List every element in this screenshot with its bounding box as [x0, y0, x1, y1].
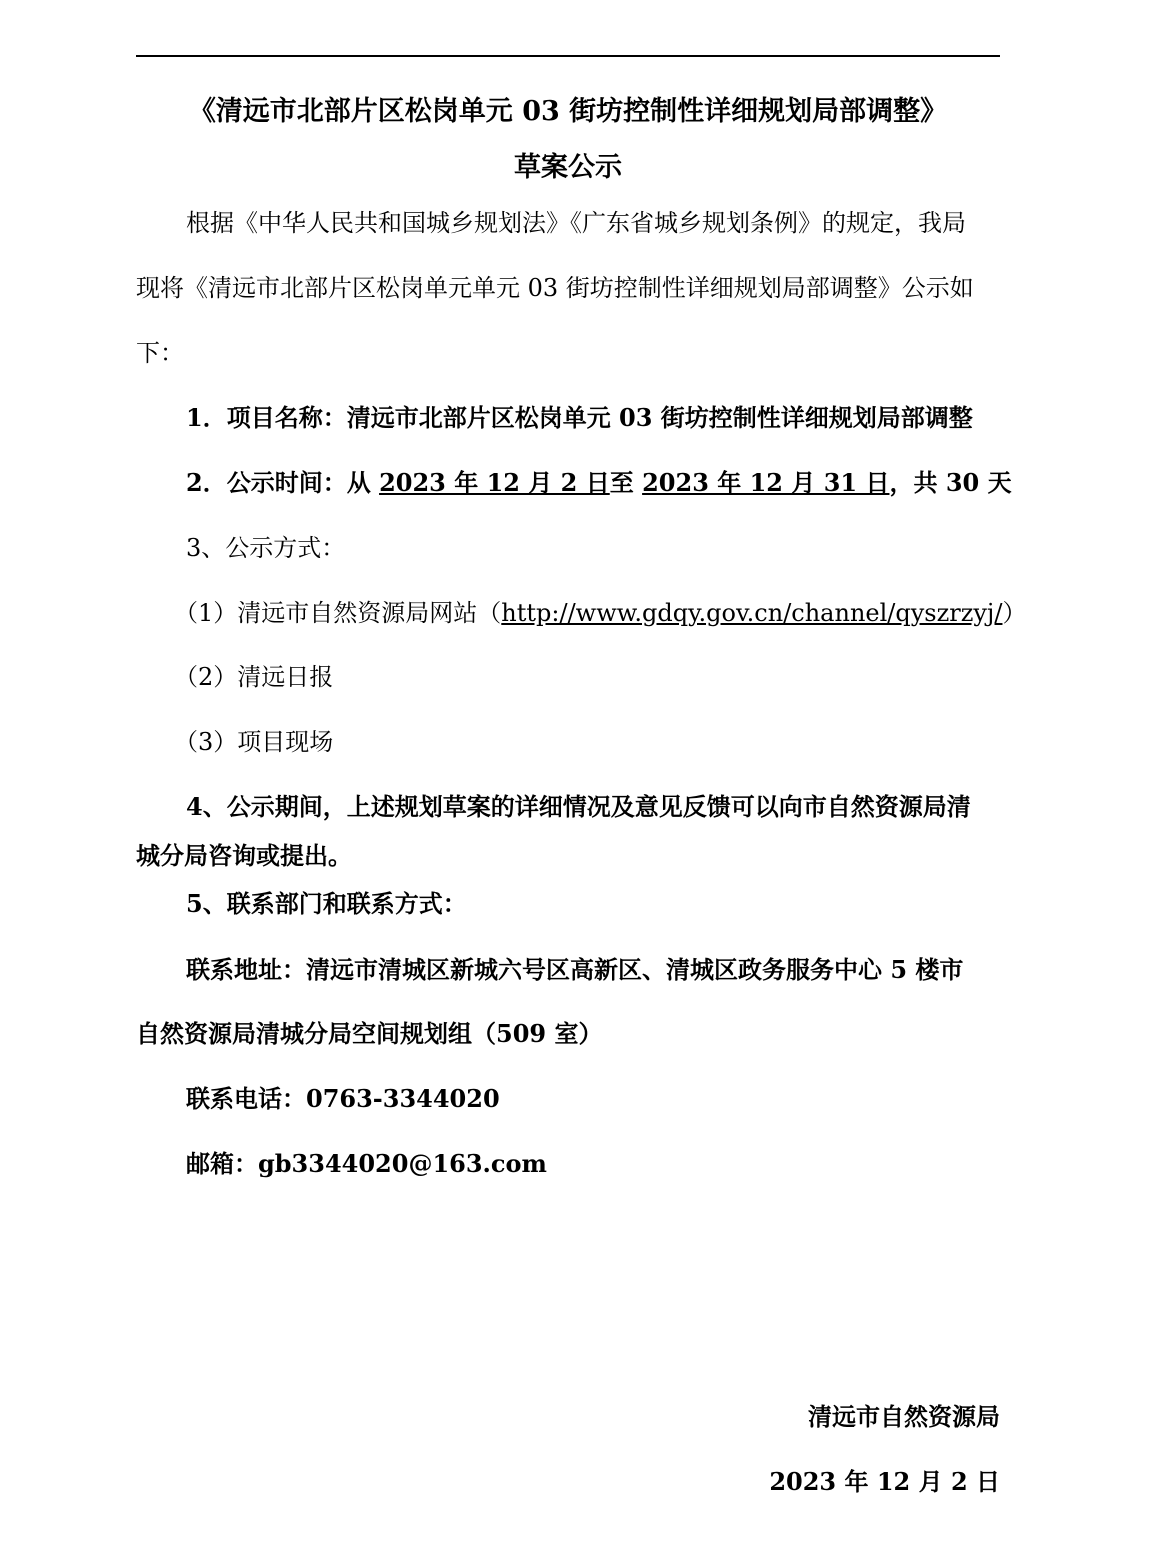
item-contact-heading: 5、联系部门和联系方式： — [186, 889, 467, 918]
item-feedback-line-2: 城分局咨询或提出。 — [136, 841, 352, 870]
signature-date: 2023 年 12 月 2 日 — [769, 1467, 1000, 1496]
intro-line-1: 根据《中华人民共和国城乡规划法》《广东省城乡规划条例》的规定，我局 — [186, 209, 966, 237]
website-link[interactable]: http://www.gdqy.gov.cn/channel/qyszrzyj/ — [501, 599, 1003, 627]
contact-phone: 联系电话：0763-3344020 — [186, 1084, 500, 1113]
publicity-time-to: 至 — [609, 468, 643, 497]
publicity-end-date: 2023 年 12 月 31 日 — [642, 468, 890, 497]
signature-org: 清远市自然资源局 — [808, 1402, 1000, 1431]
method-newspaper: （2）清远日报 — [174, 663, 334, 691]
title-line-1: 《清远市北部片区松岗单元 03 街坊控制性详细规划局部调整》 — [188, 96, 948, 127]
item-project-name: 1．项目名称：清远市北部片区松岗单元 03 街坊控制性详细规划局部调整 — [186, 403, 973, 432]
publicity-time-prefix: 2．公示时间：从 — [186, 468, 380, 497]
item-publicity-method-heading: 3、公示方式： — [186, 534, 346, 562]
method-website-suffix: ） — [1002, 599, 1027, 627]
item-feedback-line-1: 4、公示期间，上述规划草案的详细情况及意见反馈可以向市自然资源局清 — [186, 792, 971, 821]
method-website — [136, 598, 1027, 628]
method-site: （3）项目现场 — [174, 728, 334, 756]
intro-line-2: 现将《清远市北部片区松岗单元单元 03 街坊控制性详细规划局部调整》公示如 — [136, 274, 974, 302]
method-website-prefix: （1）清远市自然资源局网站（ — [174, 599, 502, 627]
top-rule — [136, 55, 1000, 57]
contact-email: 邮箱：gb3344020@163.com — [186, 1149, 547, 1178]
publicity-start-date: 2023 年 12 月 2 日 — [379, 468, 610, 497]
contact-address-line-1: 联系地址：清远市清城区新城六号区高新区、清城区政务服务中心 5 楼市 — [186, 955, 964, 984]
intro-line-3: 下： — [136, 339, 184, 367]
contact-address-line-2: 自然资源局清城分局空间规划组（509 室） — [136, 1019, 603, 1048]
item-publicity-time — [136, 468, 1012, 498]
publicity-time-suffix: ，共 30 天 — [889, 468, 1012, 497]
title-line-2: 草案公示 — [514, 152, 622, 183]
